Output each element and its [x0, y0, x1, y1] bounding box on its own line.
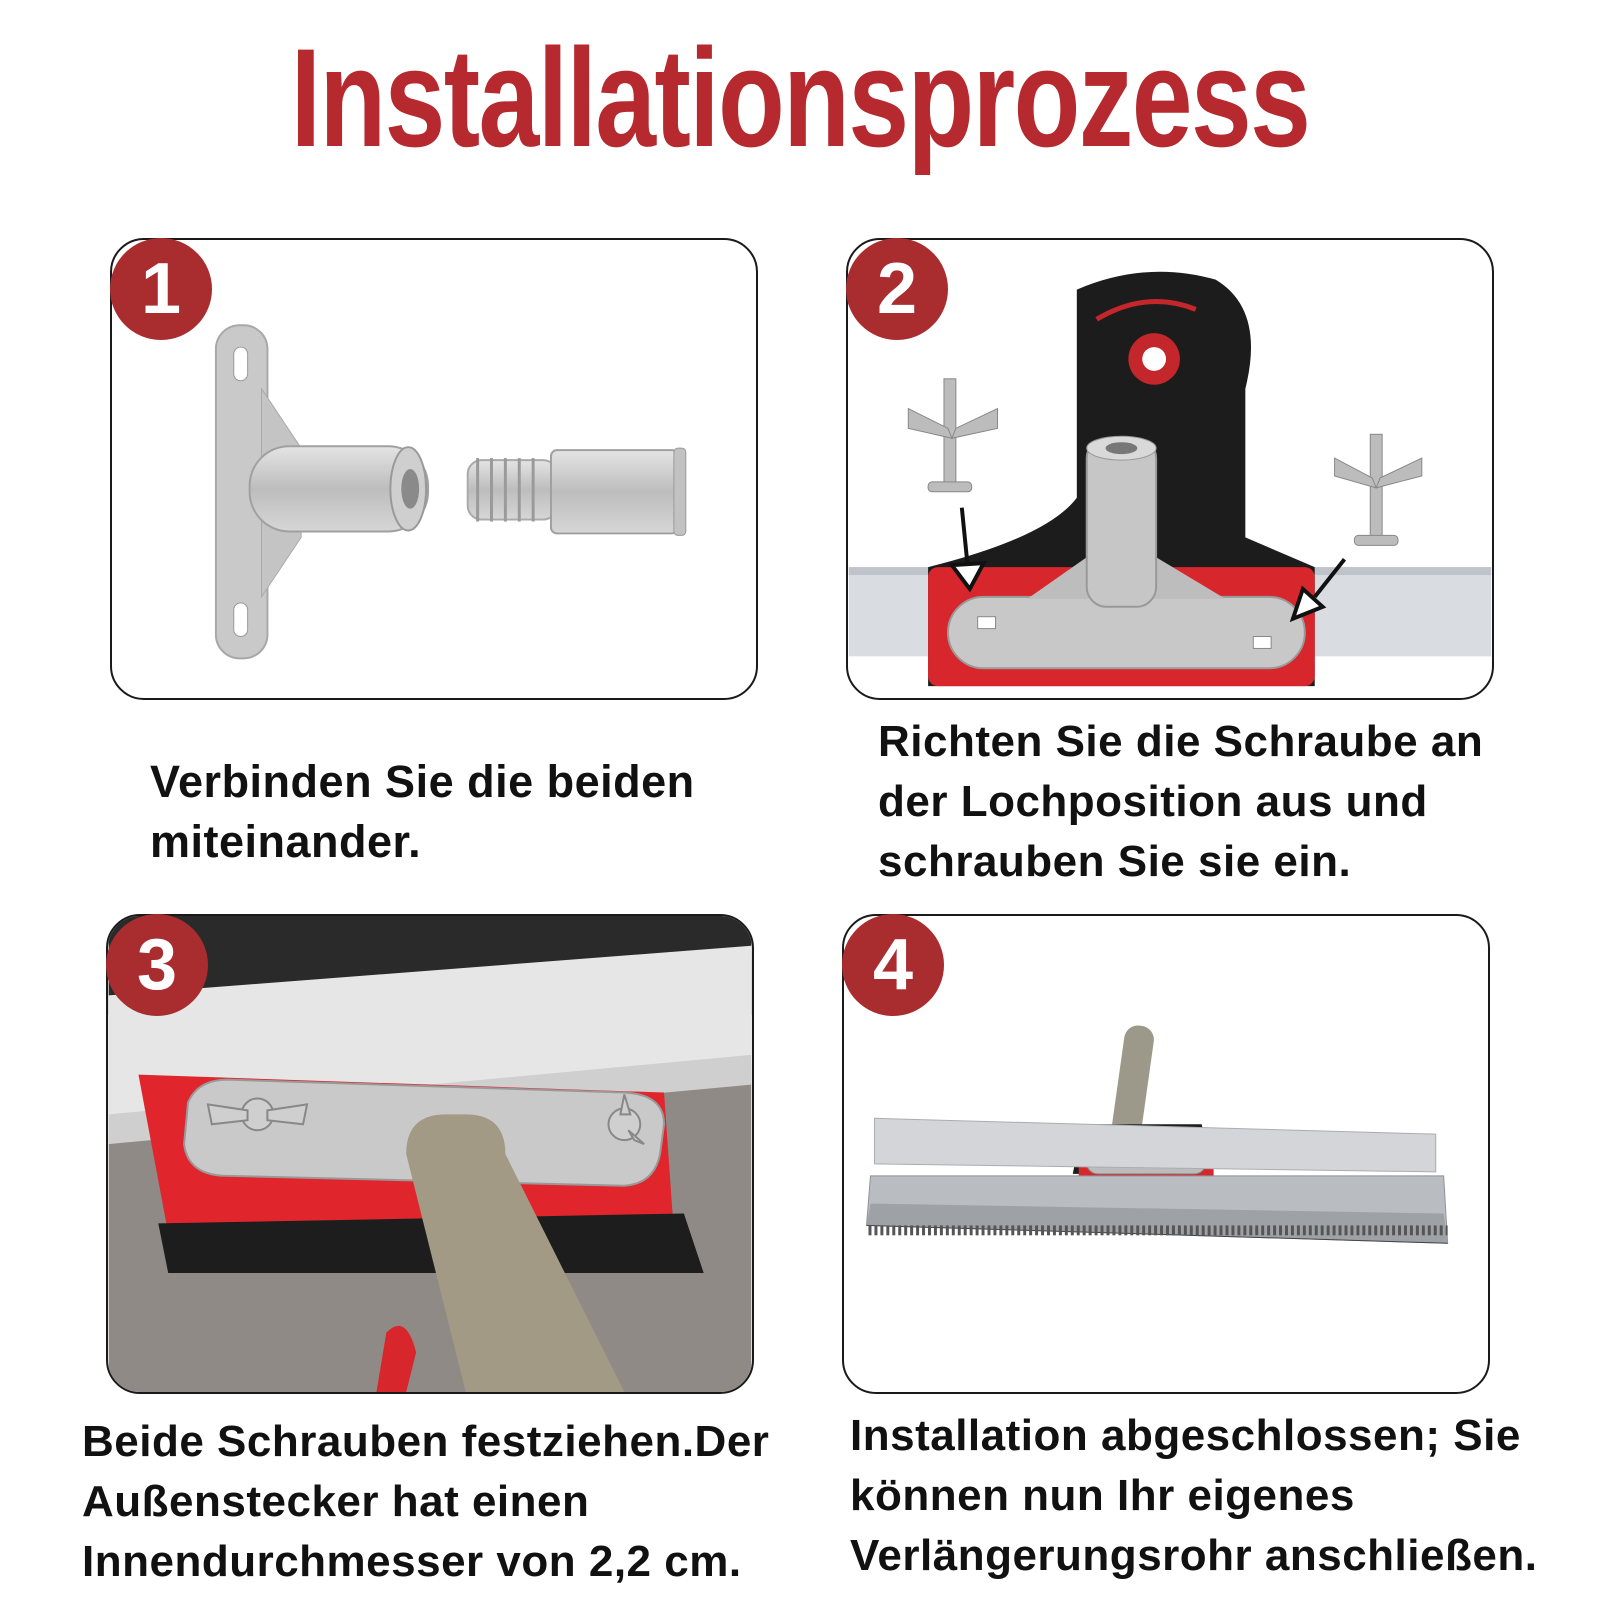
wing-bolt-left	[908, 379, 997, 492]
caption-line: Außenstecker hat einen	[82, 1477, 590, 1526]
step-3-caption	[82, 1412, 822, 1592]
page-title: Installationsprozess	[290, 19, 1310, 176]
caption-line: Innendurchmesser von 2,2 cm.	[82, 1537, 742, 1586]
caption-line: miteinander.	[150, 816, 422, 867]
bracket-and-adapter-illustration	[112, 240, 756, 698]
caption-line: können nun Ihr eigenes	[850, 1471, 1355, 1520]
step-4-caption	[850, 1406, 1590, 1586]
step-1-badge: 1	[110, 238, 212, 340]
caption-line: Installation abgeschlossen; Sie	[850, 1411, 1521, 1460]
wing-bolt-right	[1335, 434, 1422, 545]
step-1-caption	[150, 752, 770, 872]
assembled-tool-illustration	[844, 916, 1488, 1392]
caption-line: der Lochposition aus und	[878, 777, 1428, 826]
aluminium-profile	[874, 1118, 1435, 1172]
caption-line: schrauben Sie sie ein.	[878, 837, 1352, 886]
handle-alignment-illustration	[848, 240, 1492, 698]
caption-line: Richten Sie die Schraube an	[878, 717, 1484, 766]
step-3-badge: 3	[106, 914, 208, 1016]
caption-line: Verbinden Sie die beiden	[150, 756, 695, 807]
step-2-badge: 2	[846, 238, 948, 340]
caption-line: Beide Schrauben festziehen.Der	[82, 1417, 770, 1466]
caption-line: Verlängerungsrohr anschließen.	[850, 1531, 1538, 1580]
tightened-bolts-photo	[108, 916, 752, 1392]
step-2-caption	[878, 712, 1578, 892]
step-4-badge: 4	[842, 914, 944, 1016]
threaded-adapter	[468, 448, 686, 535]
handle-socket	[1087, 438, 1156, 607]
